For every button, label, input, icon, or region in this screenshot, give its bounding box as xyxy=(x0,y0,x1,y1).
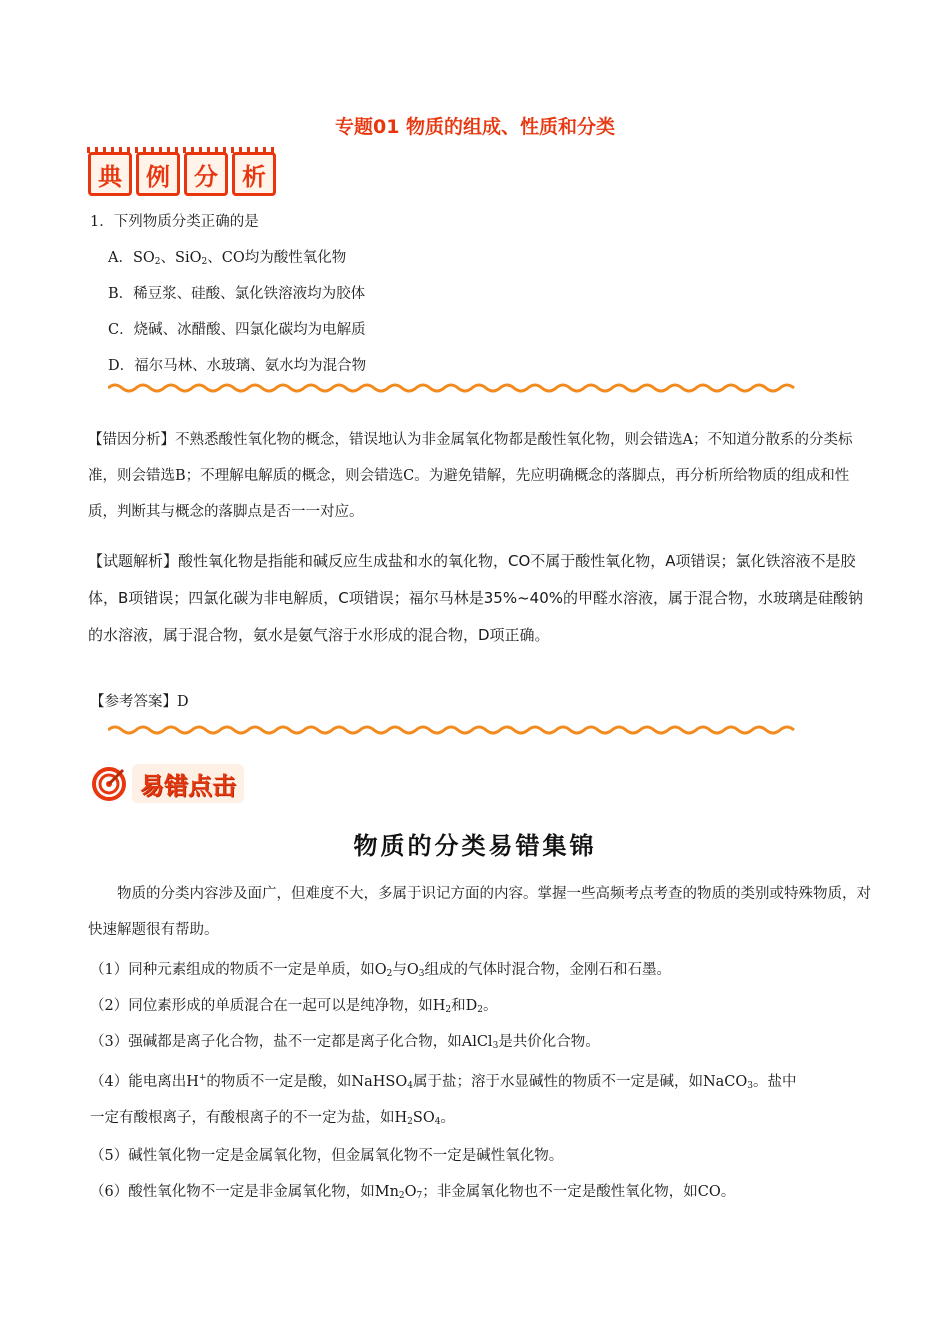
section-heading: 物质的分类易错集锦 xyxy=(353,832,597,860)
list-item: （2）同位素形成的单质混合在一起可以是纯净物，如$H_2$和$D_2$。 xyxy=(90,998,498,1015)
banner-char: 分 xyxy=(184,152,228,196)
target-icon xyxy=(92,767,126,801)
banner-label: 易错点击 xyxy=(132,764,244,803)
option-a: A．$SO_2$、SiO$_2$、CO均为酸性氧化物 xyxy=(108,250,347,267)
list-item-continued: 一定有酸根离子，有酸根离子的不一定为盐，如$H_2SO_4$。 xyxy=(90,1110,455,1127)
list-item: （6）酸性氧化物不一定是非金属氧化物，如$Mn_2O_7$；非金属氧化物也不一定是酸性氧化物，如CO。 xyxy=(90,1184,736,1201)
wave-divider xyxy=(108,382,798,394)
banner-char: 析 xyxy=(232,152,276,196)
list-item: （1）同种元素组成的物质不一定是单质，如$O_2$与$O_3$组成的气体时混合物，金刚石和石墨。 xyxy=(90,962,671,979)
section-banner-example xyxy=(88,152,276,196)
option-c: C．烧碱、冰醋酸、四氯化碳均为电解质 xyxy=(108,322,366,338)
list-item: （4）能电离出H+的物质不一定是酸，如NaHSO$_4$属于盐；溶于水显碱性的物质不一定是碱，如NaCO$_3$。盐中 xyxy=(90,1073,797,1091)
list-item: （5）碱性氧化物一定是金属氧化物，但金属氧化物不一定是碱性氧化物。 xyxy=(90,1148,564,1164)
wave-divider xyxy=(108,724,798,736)
option-d: D．福尔马林、水玻璃、氨水均为混合物 xyxy=(108,358,367,374)
page-title: 专题01 物质的组成、性质和分类 xyxy=(334,116,616,138)
banner-char: 典 xyxy=(88,152,132,196)
question-stem: 1．下列物质分类正确的是 xyxy=(90,214,259,230)
section-banner-mistakes xyxy=(92,764,244,803)
list-item: （3）强碱都是离子化合物，盐不一定都是离子化合物，如AlCl$_3$是共价化合物。 xyxy=(90,1034,600,1051)
option-b: B．稀豆浆、硅酸、氯化铁溶液均为胶体 xyxy=(108,286,366,302)
error-analysis: 【错因分析】不熟悉酸性氧化物的概念，错误地认为非金属氧化物都是酸性氧化物，则会错选A；不知道分散系的分类标准，则会错选B；不理解电解质的概念，则会错选C。为避免错解，先应明确概念的落脚点，再分析所给物质的组成和性质，判断其与概念的落脚点是否一一对应。 xyxy=(88,432,853,520)
banner-char: 例 xyxy=(136,152,180,196)
reference-answer: 【参考答案】D xyxy=(90,694,189,710)
intro-paragraph: 物质的分类内容涉及面广，但难度不大，多属于识记方面的内容。掌握一些高频考点考查的物质的类别或特殊物质，对快速解题很有帮助。 xyxy=(88,886,871,938)
solution-analysis: 【试题解析】酸性氧化物是指能和碱反应生成盐和水的氧化物，CO不属于酸性氧化物，A项错误；氯化铁溶液不是胶体，B项错误；四氯化碳为非电解质，C项错误；福尔马林是35%~40%的甲醛水溶液，属于混合物，水玻璃是硅酸钠的水溶液，属于混合物，氨水是氨气溶于水形成的混合物，D项正确。 xyxy=(88,552,864,644)
